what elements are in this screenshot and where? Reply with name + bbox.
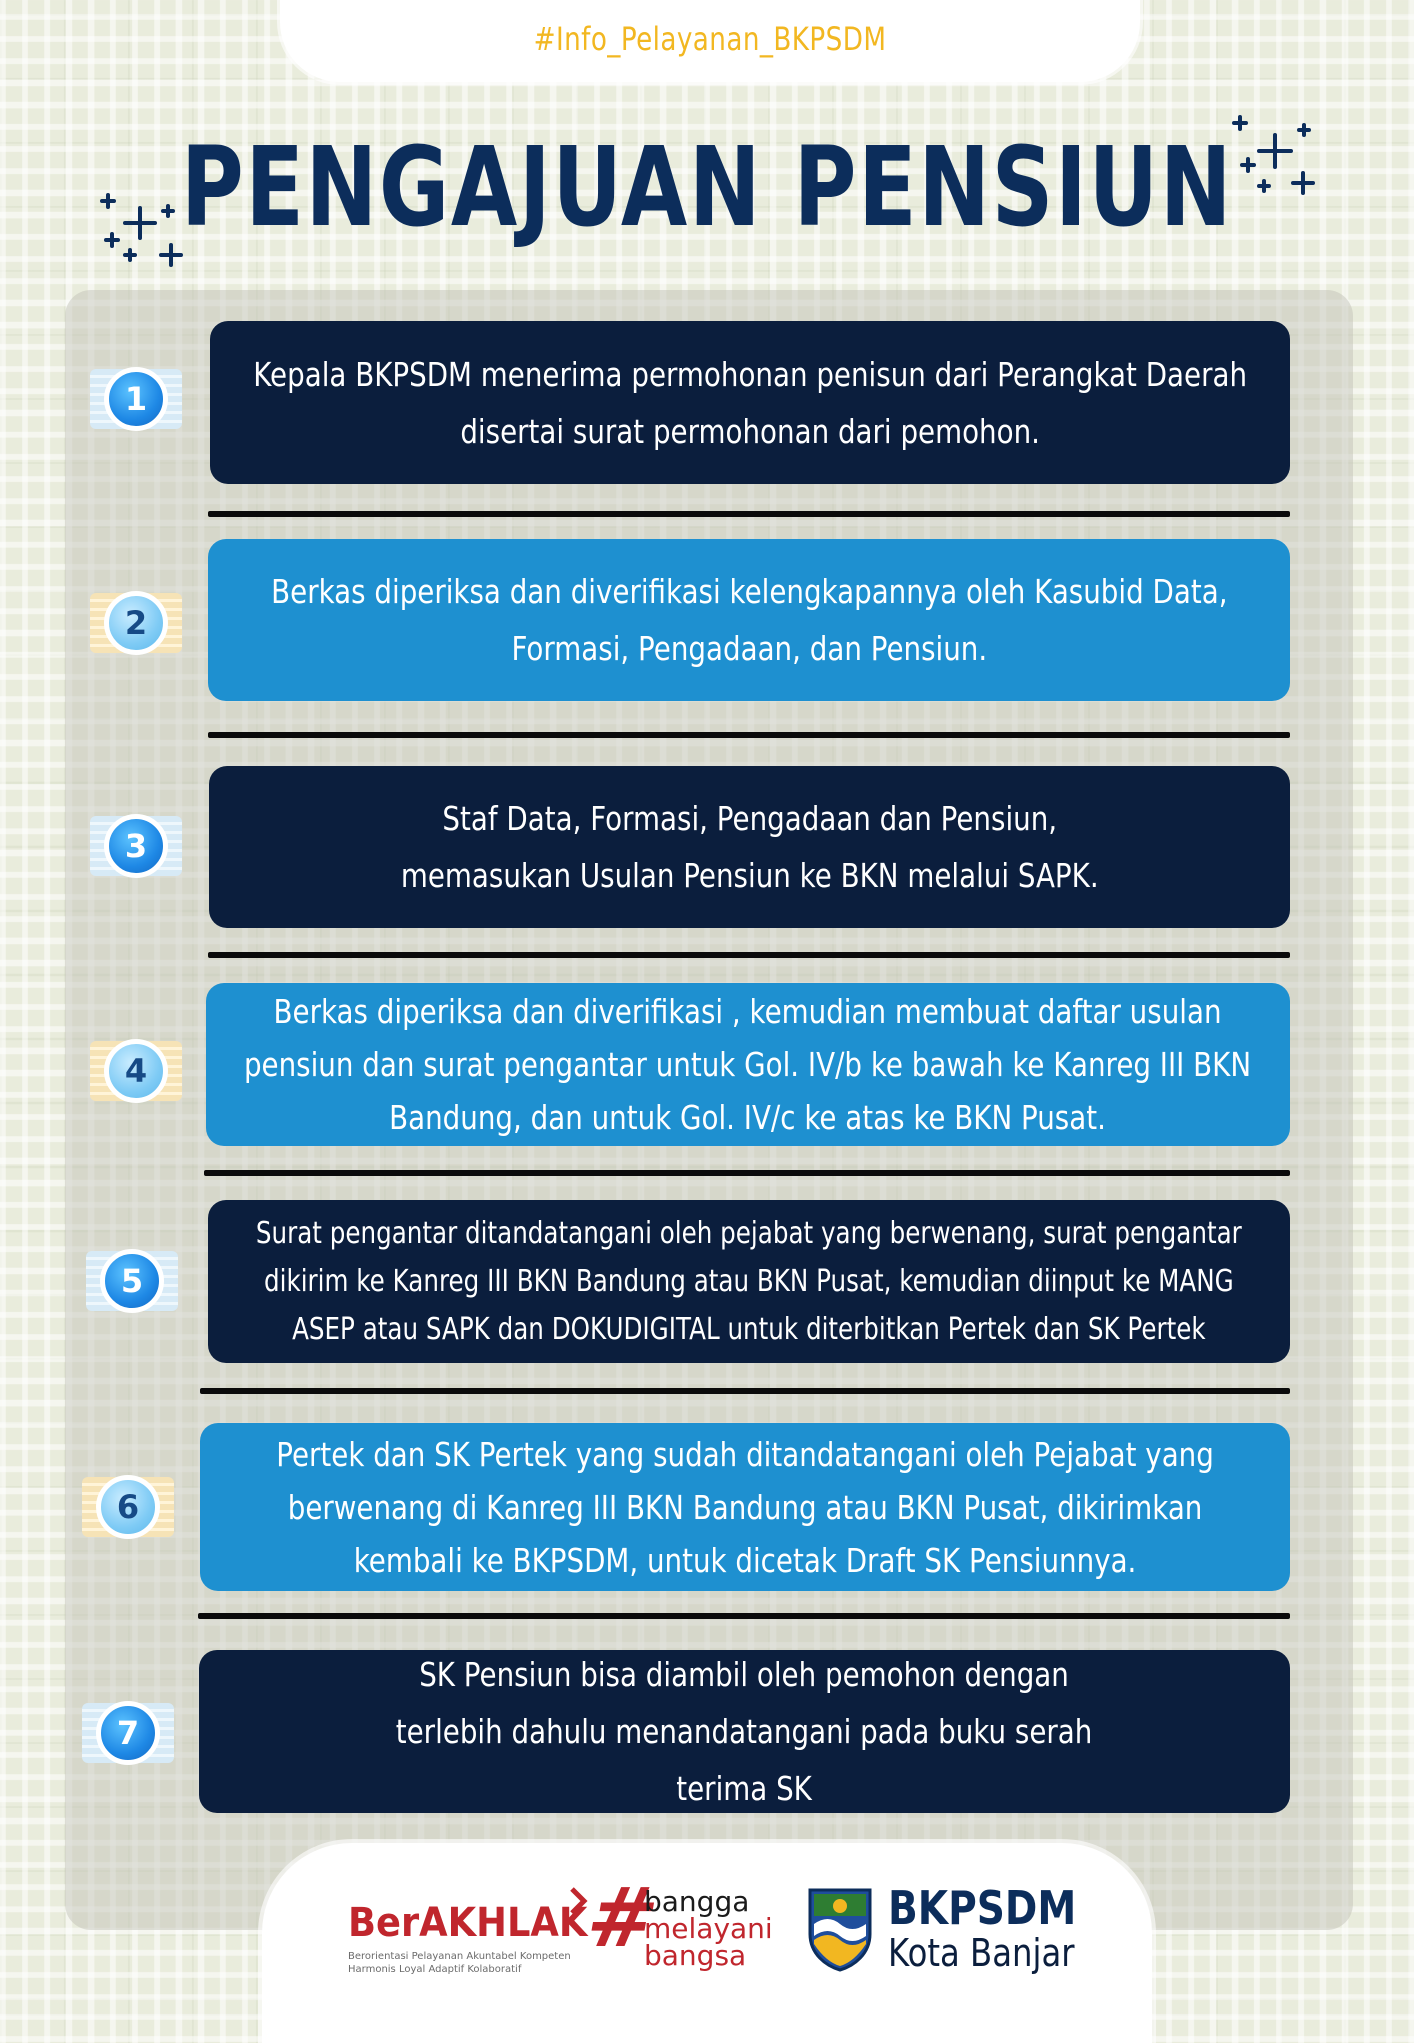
step-divider — [198, 1613, 1290, 1619]
step-2-text: Berkas diperiksa dan diverifikasi kelengkapannya oleh Kasubid Data, Formasi, Pengadaan, dan Pensiun. — [270, 572, 1228, 668]
step-number: 1 — [104, 367, 168, 431]
org-name: BKPSDM — [888, 1881, 1077, 1935]
step-divider — [208, 511, 1290, 517]
step-5-card — [208, 1200, 1290, 1363]
step-divider — [200, 1388, 1290, 1394]
step-3-card — [209, 766, 1290, 928]
step-7-text: SK Pensiun bisa diambil oleh pemohon dengan terlebih dahulu menandatangani pada buku serah terima SK — [396, 1655, 1093, 1808]
step-1-badge — [96, 359, 176, 439]
page-title: PENGAJUAN PENSIUN — [180, 123, 1234, 251]
bangga-hash-logo: # — [579, 1871, 666, 1966]
step-number: 2 — [104, 591, 168, 655]
step-7-badge — [88, 1693, 168, 1773]
step-number: 4 — [104, 1039, 168, 1103]
hashtag-text: #Info_Pelayanan_BKPSDM — [533, 20, 887, 58]
step-divider — [208, 732, 1290, 738]
chevron-right-icon — [568, 1886, 588, 1916]
bangga-word: melayani — [644, 1912, 773, 1945]
step-6-card — [200, 1423, 1290, 1591]
bangga-melayani-bangsa-logo — [644, 1885, 773, 1972]
step-6-badge — [88, 1467, 168, 1547]
org-subtitle: Kota Banjar — [888, 1931, 1075, 1975]
step-6-text: Pertek dan SK Pertek yang sudah ditandatangani oleh Pejabat yang berwenang di Kanreg III BKN Bandung atau BKN Pusat, dikirimkan kembali ke BKPSDM, untuk dicetak Draft SK Pensiunnya. — [276, 1434, 1214, 1580]
step-5-badge — [92, 1241, 172, 1321]
step-3-badge — [96, 806, 176, 886]
step-divider — [208, 952, 1290, 958]
step-3-text: Staf Data, Formasi, Pengadaan dan Pensiun, memasukan Usulan Pensiun ke BKN melalui SAPK. — [400, 799, 1099, 895]
step-number: 5 — [100, 1249, 164, 1313]
berakhlak-tagline: Berorientasi Pelayanan Akuntabel Kompeten Harmonis Loyal Adaptif Kolaboratif — [348, 1951, 571, 1975]
step-4-badge — [96, 1031, 176, 1111]
bangga-word: bangga — [644, 1885, 750, 1918]
step-4-card — [206, 983, 1290, 1146]
berakhlak-logo: BerAKHLAK — [348, 1900, 588, 1946]
step-5-text: Surat pengantar ditandatangani oleh pejabat yang berwenang, surat pengantar dikirim ke Kanreg III BKN Bandung atau BKN Pusat, kemudian diinput ke MANG ASEP atau SAPK dan DOKUDIGITAL untuk diterbitkan Pertek dan SK Pertek — [256, 1215, 1242, 1347]
step-1-card — [210, 321, 1290, 484]
step-2-card — [208, 539, 1290, 701]
step-divider — [204, 1170, 1290, 1176]
bangga-word: bangsa — [644, 1939, 747, 1972]
step-number: 6 — [96, 1475, 160, 1539]
step-1-text: Kepala BKPSDM menerima permohonan penisun dari Perangkat Daerah disertai surat permohonan dari pemohon. — [253, 354, 1247, 451]
step-4-text: Berkas diperiksa dan diverifikasi , kemudian membuat daftar usulan pensiun dan surat pengantar untuk Gol. IV/b ke bawah ke Kanreg III BKN Bandung, dan untuk Gol. IV/c ke atas ke BKN Pusat. — [244, 992, 1252, 1137]
step-number: 7 — [96, 1701, 160, 1765]
step-number: 3 — [104, 814, 168, 878]
kota-banjar-crest-icon — [804, 1884, 876, 1972]
step-7-card — [199, 1650, 1290, 1813]
step-2-badge — [96, 583, 176, 663]
